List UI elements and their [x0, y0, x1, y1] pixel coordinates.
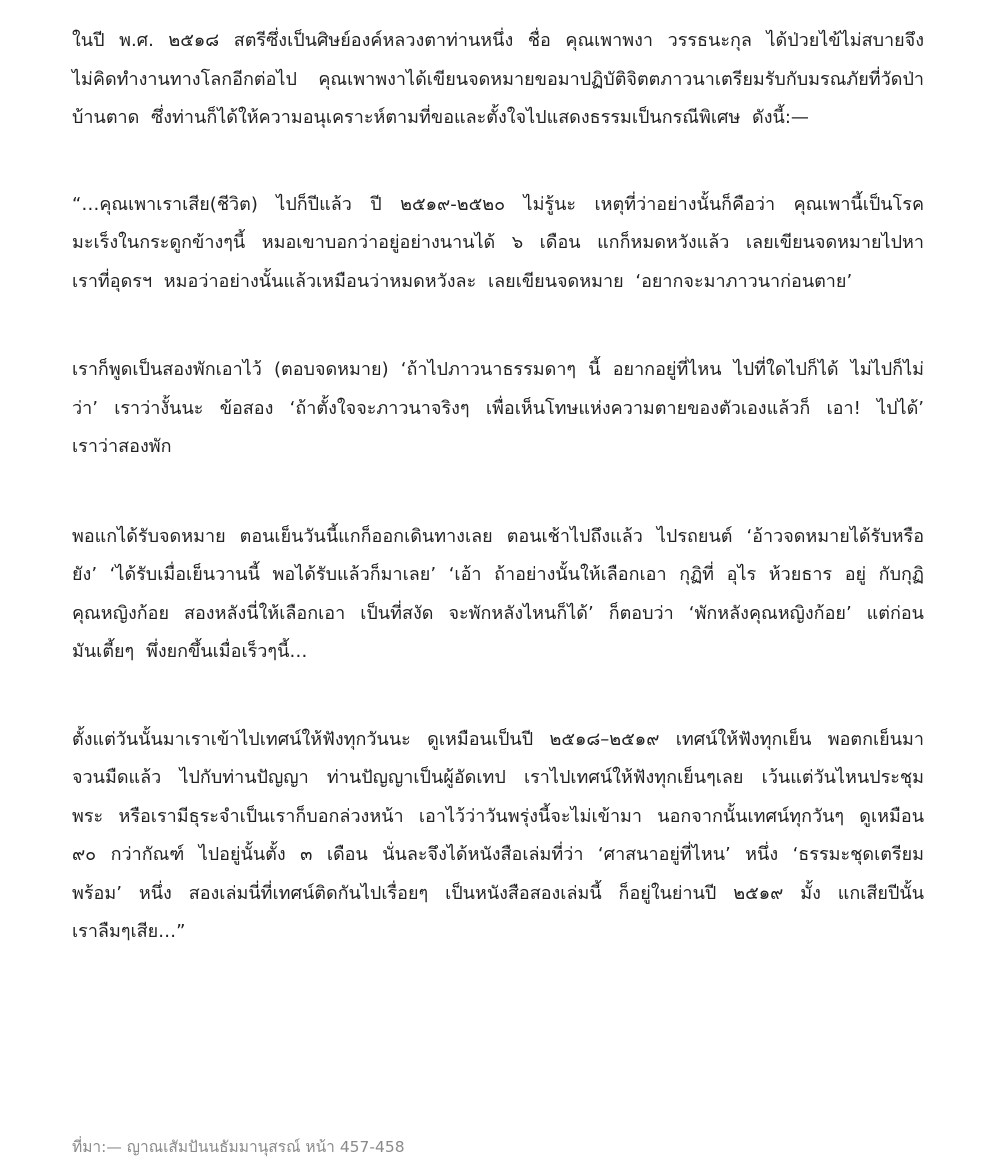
- article-body: [72, 22, 924, 952]
- quote-paragraph-1: “…คุณเพาเราเสีย(ชีวิต) ไปก็ปีแล้ว ปี ๒๕๑๙-๒๕๒๐ ไม่รู้นะ เหตุที่ว่าอย่างนั้นก็คือว่า คุณเพานี้เป็นโรคมะเร็งในกระดูกข้างๆนี้ หมอเขาบอกว่าอยู่อย่างนานได้ ๖ เดือน แกก็หมดหวังแล้ว เลยเขียนจดหมายไปหาเราที่อุดรฯ หมอว่าอย่างนั้นแล้วเหมือนว่าหมดหวังละ เลยเขียนจดหมาย ‘อยากจะมาภาวนาก่อนตาย’: [72, 193, 924, 292]
- intro-paragraph: ในปี พ.ศ. ๒๕๑๘ สตรีซึ่งเป็นศิษย์องค์หลวงตาท่านหนึ่ง ชื่อ คุณเพาพงา วรรธนะกุล ได้ป่วยไข้ไม่สบายจึงไม่คิดทำงานทางโลกอีกต่อไป คุณเพาพงาได้เขียนจดหมายขอมาปฏิบัติจิตตภาวนาเตรียมรับกับมรณภัยที่วัดป่าบ้านตาด ซึ่งท่านก็ได้ให้ความอนุเคราะห์ตามที่ขอและตั้งใจไปแสดงธรรมเป็นกรณีพิเศษ ดังนี้:—: [72, 30, 924, 128]
- quote-paragraph-2: เราก็พูดเป็นสองพักเอาไว้ (ตอบจดหมาย) ‘ถ้าไปภาวนาธรรมดาๆ นี้ อยากอยู่ที่ไหน ไปที่ใดไปก็ได้ ไม่ไปก็ไม่ว่า’ เราว่างั้นนะ ข้อสอง ‘ถ้าตั้งใจจะภาวนาจริงๆ เพื่อเห็นโทษแห่งความตายของตัวเองแล้วก็ เอา! ไปได้’ เราว่าสองพัก: [72, 359, 924, 457]
- quote-paragraph-4: ตั้งแต่วันนั้นมาเราเข้าไปเทศน์ให้ฟังทุกวันนะ ดูเหมือนเป็นปี ๒๕๑๘–๒๕๑๙ เทศน์ให้ฟังทุกเย็น พอตกเย็นมาจวนมืดแล้ว ไปกับท่านปัญญา ท่านปัญญาเป็นผู้อัดเทป เราไปเทศน์ให้ฟังทุกเย็นๆเลย เว้นแต่วันไหนประชุมพระ หรือเรามีธุระจำเป็นเราก็บอกล่วงหน้า เอาไว้ว่าวันพรุ่งนี้จะไม่เข้ามา นอกจากนั้นเทศน์ทุกวันๆ ดูเหมือน ๙๐ กว่ากัณฑ์ ไปอยู่นั้นตั้ง ๓ เดือน นั่นละจึงได้หนังสือเล่มที่ว่า ‘ศาสนาอยู่ที่ไหน’ หนึ่ง ‘ธรรมะชุดเตรียมพร้อม’ หนึ่ง สองเล่มนี่ที่เทศน์ติดกันไปเรื่อยๆ เป็นหนังสือสองเล่มนี้ ก็อยู่ในย่านปี ๒๕๑๙ มั้ง แกเสียปีนั้น เราลืมๆเสีย…”: [72, 728, 924, 942]
- source-citation: ที่มา:— ญาณเสัมปันนธัมมานุสรณ์ หน้า 457-458: [72, 1138, 405, 1156]
- quote-paragraph-3: พอแกได้รับจดหมาย ตอนเย็นวันนี้แกก็ออกเดินทางเลย ตอนเช้าไปถึงแล้ว ไปรถยนต์ ‘อ้าวจดหมายได้รับหรือยัง’ ‘ได้รับเมื่อเย็นวานนี้ พอได้รับแล้วก็มาเลย’ ‘เอ้า ถ้าอย่างนั้นให้เลือกเอา กุฏิที่ อุไร ห้วยธาร อยู่ กับกุฏิคุณหญิงก้อย สองหลังนี่ให้เลือกเอา เป็นที่สงัด จะพักหลังไหนก็ได้’ ก็ตอบว่า ‘พักหลังคุณหญิงก้อย’ แต่ก่อนมันเตี้ยๆ พึ่งยกขึ้นเมื่อเร็วๆนี้…: [72, 525, 924, 662]
